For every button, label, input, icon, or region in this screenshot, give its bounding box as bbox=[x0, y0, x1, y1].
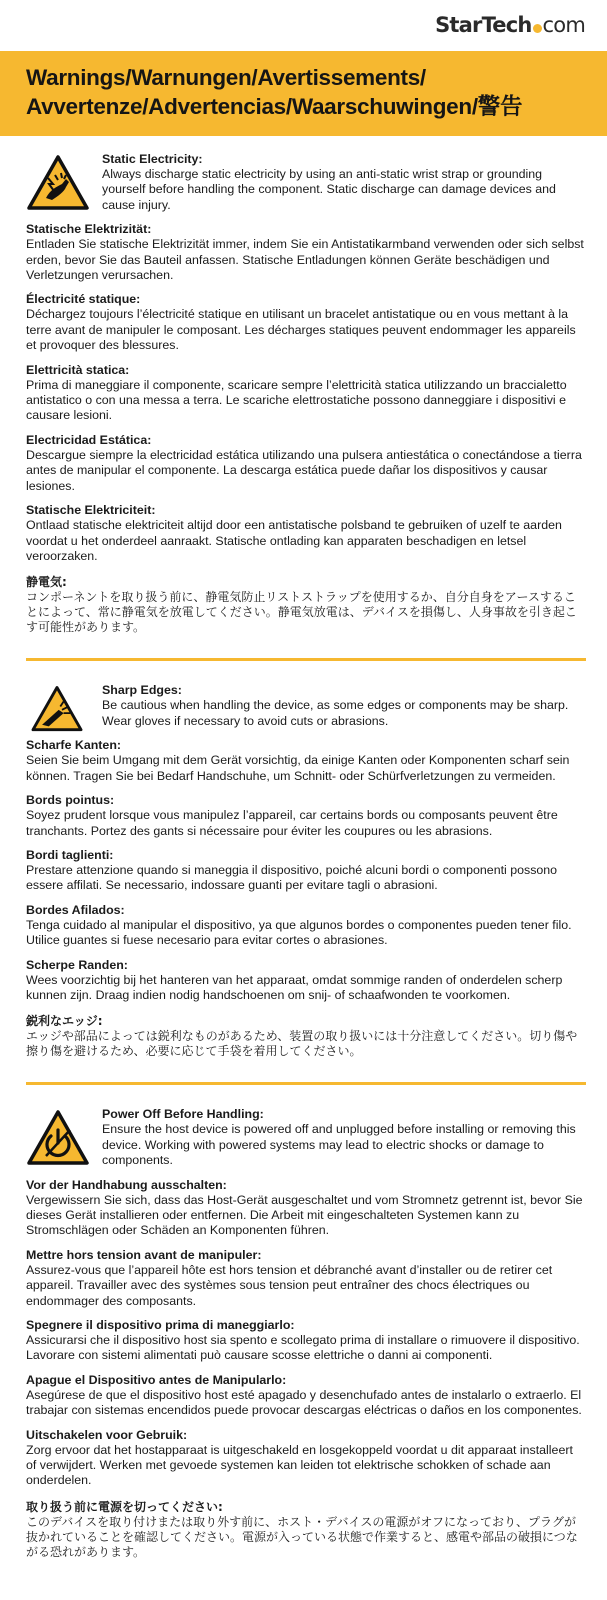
warning-title: 静電気: bbox=[26, 575, 67, 590]
warning-title: Statische Elektriciteit: bbox=[26, 503, 156, 518]
warning-entry bbox=[26, 1178, 586, 1239]
warning-entry bbox=[26, 903, 586, 949]
warning-entry bbox=[26, 152, 586, 213]
warning-title: Apague el Dispositivo antes de Manipularlo: bbox=[26, 1372, 287, 1387]
static-electricity-warning-icon bbox=[26, 154, 90, 212]
static-electricity-section bbox=[26, 152, 586, 635]
warning-entry-japanese bbox=[26, 1014, 586, 1059]
warning-entry bbox=[26, 1248, 586, 1309]
startech-logo bbox=[435, 13, 585, 37]
warning-entry bbox=[26, 683, 586, 729]
logo-name-left: StarTech bbox=[435, 13, 532, 37]
logo-name-right: com bbox=[542, 13, 585, 37]
warning-text: Prestare attenzione quando si maneggia il dispositivo, poiché alcuni bordi o componenti possono essere affilati. Se necessario, indossare guanti per evitare tagli o abrasioni. bbox=[26, 862, 558, 893]
warning-entry bbox=[26, 793, 586, 839]
warning-title: Vor der Handhabung ausschalten: bbox=[26, 1177, 227, 1192]
warning-title: Power Off Before Handling: bbox=[102, 1107, 264, 1122]
warning-entry bbox=[26, 433, 586, 494]
warning-entry bbox=[26, 503, 586, 564]
warning-title: Mettre hors tension avant de manipuler: bbox=[26, 1247, 262, 1262]
warning-entry bbox=[26, 738, 586, 784]
warning-entry bbox=[26, 1318, 586, 1364]
warning-text: Assicurarsi che il dispositivo host sia spento e scollegato prima di installare o rimuovere il dispositivo. Lavorare con sistemi alimentati può causare scosse elettriche o danni ai componenti. bbox=[26, 1333, 580, 1363]
warning-text: Zorg ervoor dat het hostapparaat is uitgeschakeld en losgekoppeld voordat u dit apparaat installeert of verwijdert. Werken met gevoede systemen kan leiden tot elektrische schokken of schade aan onderdelen. bbox=[26, 1442, 573, 1488]
warning-text: Seien Sie beim Umgang mit dem Gerät vorsichtig, da einige Kanten oder Komponenten scharf sein können. Tragen Sie bei Bedarf Handschuhe, um Schnitt- oder Schürfverletzungen zu vermeiden. bbox=[26, 753, 570, 783]
section-divider bbox=[26, 658, 586, 661]
warning-title: Uitschakelen voor Gebruik: bbox=[26, 1427, 188, 1442]
warning-title: Statische Elektrizität: bbox=[26, 222, 152, 237]
warning-text: コンポーネントを取り扱う前に、静電気防止リストストラップを使用するか、自分自身をアースすることによって、常に静電気を放電してください。静電気放電は、デバイスを損傷し、人身事故を引き起こす可能性があります。 bbox=[26, 590, 577, 635]
warning-title: Bordes Afilados: bbox=[26, 902, 125, 917]
power-off-warning-icon bbox=[26, 1109, 90, 1167]
warning-entry bbox=[26, 958, 586, 1004]
warning-title: 鋭利なエッジ: bbox=[26, 1014, 103, 1029]
warning-text: Always discharge static electricity by using an anti-static wrist strap or grounding yourself before handling the component. Static discharge can damage devices and cause injury. bbox=[102, 167, 556, 212]
warning-text: Entladen Sie statische Elektrizität immer, indem Sie ein Antistatikarmband verwenden oder sich selbst erden, bevor Sie das Bauteil anfassen. Statische Entladungen können Geräte beschädigen und Verletzungen verursachen. bbox=[26, 237, 584, 283]
warning-title: Bords pointus: bbox=[26, 793, 115, 808]
warning-title: 取り扱う前に電源を切ってください: bbox=[26, 1499, 223, 1514]
warning-entry bbox=[26, 1428, 586, 1489]
logo-dot bbox=[533, 24, 542, 33]
warnings-banner bbox=[0, 51, 607, 136]
warning-title: Static Electricity: bbox=[102, 152, 203, 166]
section-divider bbox=[26, 1082, 586, 1085]
warning-entry bbox=[26, 848, 586, 894]
warning-text: Déchargez toujours l’électricité statique en utilisant un bracelet antistatique ou en vous mettant à la terre avant de manipuler le composant. Les décharges statiques peuvent endommager les appareils et provoquer des blessures. bbox=[26, 307, 576, 353]
sharp-edges-warning-icon bbox=[30, 685, 84, 733]
warning-text: エッジや部品によっては鋭利なものがあるため、装置の取り扱いには十分注意してください。切り傷や擦り傷を避けるため、必要に応じて手袋を着用してください。 bbox=[26, 1029, 578, 1059]
warning-text: Vergewissern Sie sich, dass das Host-Gerät ausgeschaltet und vom Stromnetz getrennt ist, bevor Sie dieses Gerät installieren oder entfernen. Die Arbeit mit eingeschalteten Systemen kann zu Stromschlägen oder Schäden an Komponenten führen. bbox=[26, 1192, 583, 1238]
page-title bbox=[26, 63, 597, 121]
page-title-line-1: Warnings/Warnungen/Avertissements/ bbox=[26, 65, 426, 90]
warning-entry bbox=[26, 1107, 586, 1168]
warning-title: Bordi taglienti: bbox=[26, 847, 114, 862]
power-off-section bbox=[26, 1107, 586, 1560]
warning-entry bbox=[26, 1373, 586, 1419]
warning-entry bbox=[26, 222, 586, 283]
warning-text: Ontlaad statische elektriciteit altijd door een antistatische polsband te gebruiken of uzelf te aarden voordat u het onderdeel aanraakt. Statische ontlading kan apparaten beschadigen en letsel veroorzaken. bbox=[26, 518, 562, 563]
warning-text: Prima di maneggiare il componente, scaricare sempre l’elettricità statica utilizzando un braccialetto antistatico o con una messa a terra. Le scariche elettrostatiche possono danneggiare i dispositivi e causare lesioni. bbox=[26, 377, 567, 423]
warning-title: Elettricità statica: bbox=[26, 362, 130, 377]
warning-text: Ensure the host device is powered off and unplugged before installing or removing this device. Working with powered systems may lead to electric shocks or damage to components. bbox=[102, 1122, 576, 1168]
warning-text: Tenga cuidado al manipular el dispositivo, ya que algunos bordes o componentes pueden tener filo. Utilice guantes si fuese necesario para evitar cortes o abrasiones. bbox=[26, 917, 572, 948]
warning-entry-japanese bbox=[26, 575, 586, 635]
warning-title: Électricité statique: bbox=[26, 292, 141, 307]
warning-text: Assurez-vous que l’appareil hôte est hors tension et débranché avant d’installer ou de retirer cet appareil. Travailler avec des systèmes sous tension peut entraîner des chocs électriques ou endommager des composants. bbox=[26, 1262, 553, 1308]
warning-text: Wees voorzichtig bij het hanteren van het apparaat, omdat sommige randen of onderdelen scherp kunnen zijn. Draag indien nodig handschoenen om snij- of schaafwonden te voorkomen. bbox=[26, 972, 563, 1002]
warning-text: Asegúrese de que el dispositivo host esté apagado y desenchufado antes de instalarlo o extraerlo. El trabajar con sistemas encendidos puede provocar descargas eléctricas o daños en los componentes. bbox=[26, 1387, 582, 1418]
page-title-line-2: Avvertenze/Advertencias/Waarschuwingen/警告 bbox=[26, 94, 523, 119]
warning-title: Spegnere il dispositivo prima di maneggiarlo: bbox=[26, 1318, 295, 1333]
warning-text: Soyez prudent lorsque vous manipulez l’appareil, car certains bords ou composants peuvent être tranchants. Portez des gants si nécessaire pour éviter les coupures ou les abrasions. bbox=[26, 808, 558, 838]
sharp-edges-section bbox=[26, 683, 586, 1059]
warning-text: このデバイスを取り付けまたは取り外す前に、ホスト・デバイスの電源がオフになっており、プラグが抜かれていることを確認してください。電源が入っている状態で作業すると、感電や部品の破損につながる恐れがあります。 bbox=[26, 1514, 578, 1559]
warning-title: Scherpe Randen: bbox=[26, 957, 128, 972]
warning-title: Scharfe Kanten: bbox=[26, 738, 122, 753]
warning-title: Sharp Edges: bbox=[102, 683, 182, 698]
warning-title: Electricidad Estática: bbox=[26, 432, 152, 447]
warning-entry bbox=[26, 363, 586, 424]
warning-entry bbox=[26, 292, 586, 353]
warnings-content bbox=[26, 152, 586, 1560]
warning-text: Descargue siempre la electricidad estática utilizando una pulsera antiestática o conectándose a tierra antes de manipular el componente. La descarga estática puede dañar los dispositivos y causar lesiones. bbox=[26, 447, 582, 493]
warning-text: Be cautious when handling the device, as some edges or components may be sharp. Wear gloves if necessary to avoid cuts or abrasions. bbox=[102, 698, 569, 728]
warning-entry-japanese bbox=[26, 1500, 586, 1560]
